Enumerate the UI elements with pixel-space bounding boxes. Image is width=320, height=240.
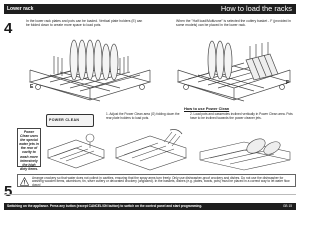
warning-text: Arrange crockery so that water does not collect in cavities, ensuring that the spray arms turn freely. Only use dishwasher-proof crockery and dishes. Do not use the dishwasher for washing wooden items, aluminium, tin, silver cutlery or decorated crockery (unglazed). In the baskets, dishes (e.g. plates, bowls, pots) must be placed in a correct way to let water flow down! (32, 175, 290, 187)
power-clean-step1: 1. Adjust the Power Clean area (G) folding down the rear plate holders to load pots. (106, 112, 180, 120)
step4-text-left: In the lower rack plates and pots can be loaded. Vertical plate holders (E) can be folded down to create more space to load pots. (26, 19, 143, 28)
lower-rack-plates-illustration (24, 30, 156, 106)
lower-rack-basket-illustration (172, 30, 296, 106)
warning-icon (20, 177, 29, 186)
page-number: GB 15 (282, 204, 292, 208)
power-clean-side-text: Power Clean uses the special water jets in the rear of cavity to wash more intensively the high dirty items. (19, 130, 39, 171)
page-header (4, 4, 296, 14)
warning-box (17, 174, 296, 187)
power-clean-badge-text: POWER CLEAN (49, 118, 80, 122)
section-title: Lower rack (7, 6, 34, 12)
power-clean-title: How to use Power Clean (184, 106, 230, 111)
footer-text: Switching on the appliance. Press any button (except CANCEL/ON button) to switch on the control panel and start programming. (7, 204, 203, 208)
page-title: How to load the racks (220, 4, 292, 13)
label-e: E (30, 84, 34, 90)
power-clean-rack-illustration (44, 128, 108, 172)
power-clean-step2: 2. Load pots and casseroles inclined vertically in Power Clean area. Pots have to be inclined towards the power cleaner jets. (190, 112, 293, 120)
step-number-4: 4 (4, 20, 13, 37)
power-clean-side-note (17, 128, 41, 171)
power-clean-badge (46, 114, 94, 127)
step-number-5: 5 (4, 183, 13, 200)
power-clean-pots-illustration (196, 130, 294, 172)
step4-text-right: When the "Half load/Multizone" is selected the cutlery basket - F (provided in some models) can be placed in the lower rack. (176, 19, 291, 28)
page-footer (4, 203, 296, 210)
power-clean-fold-illustration (112, 126, 190, 172)
divider (4, 194, 296, 195)
label-f: F (286, 80, 290, 86)
